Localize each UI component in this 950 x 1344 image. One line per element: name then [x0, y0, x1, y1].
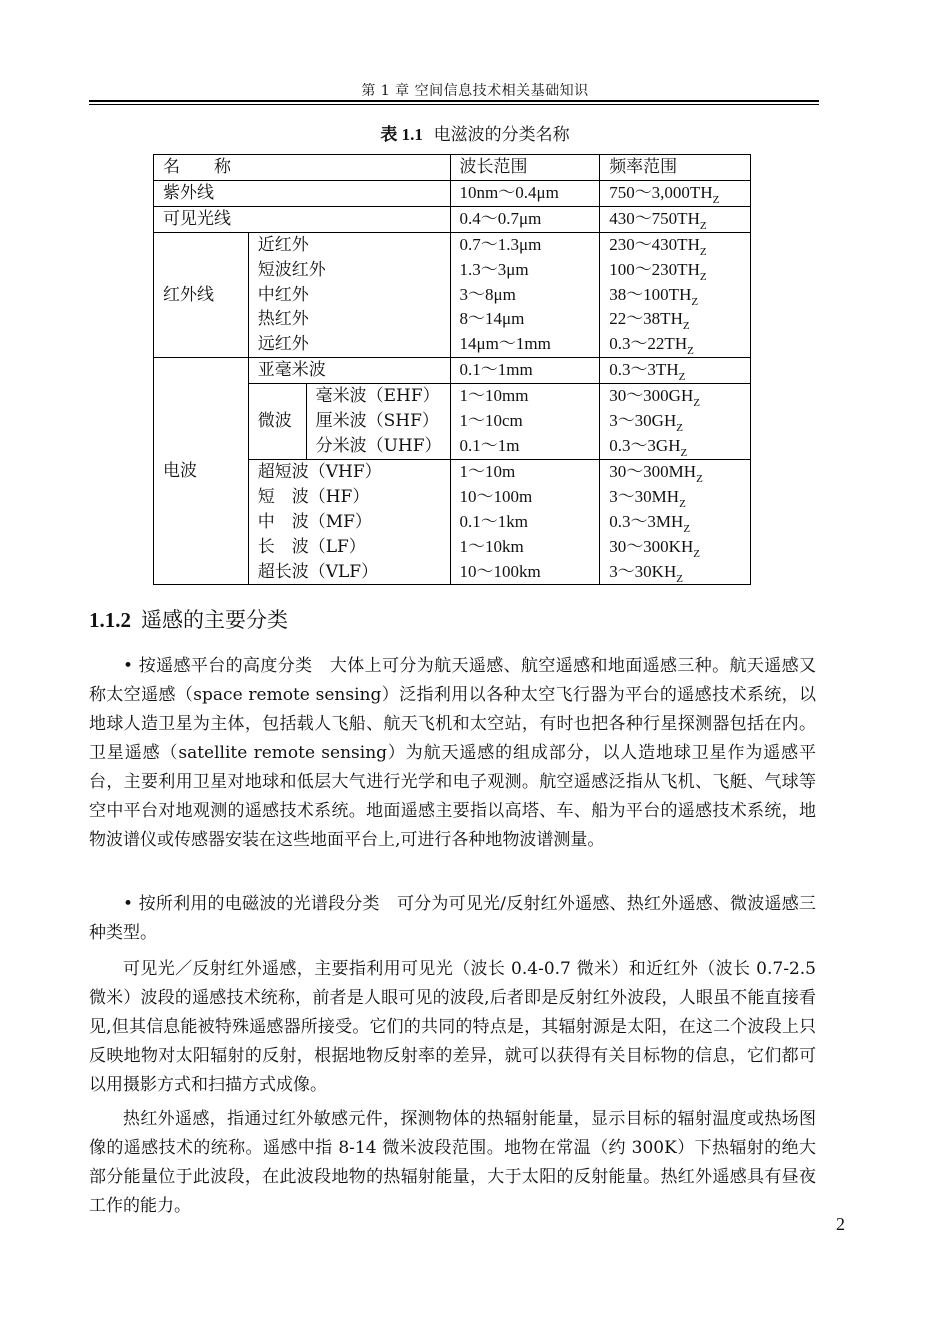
sub-name: 远红外	[257, 334, 309, 355]
freq-value: 30～300MH	[609, 461, 697, 481]
group-microwave: 微波	[248, 384, 306, 460]
freq-subscript: Z	[691, 295, 699, 308]
wave-value: 10～100m	[459, 486, 533, 506]
header-rule-thin	[89, 104, 819, 105]
sub-name: 超短波（VHF）	[257, 461, 382, 482]
table-row	[154, 232, 751, 358]
freq-value: 750～3,000TH	[609, 182, 713, 202]
row-frequency	[600, 206, 751, 232]
row-wavelength	[450, 232, 600, 358]
paragraph-text: 可见光／反射红外遥感，主要指利用可见光（波长 0.4-0.7 微米）和近红外（波长 0.7-2.5 微米）波段的遥感技术统称，前者是人眼可见的波段,后者即是反射红外波段，人眼虽不能直接看见,但其信息能被特殊遥感器所接受。它们的共同的特点是，其辐射源是太阳，在这二个波段上只反映地物对太阳辐射的反射，根据地物反射率的差异，就可以获得有关目标物的信息，它们都可以用摄影方式和扫描方式成像。	[89, 959, 816, 1095]
section-number: 1.1.2	[89, 608, 131, 632]
freq-line	[609, 258, 750, 283]
freq-line	[609, 233, 750, 258]
sub-name: 近红外	[257, 234, 309, 255]
freq-value: 0.3～22TH	[609, 334, 688, 354]
paragraph-text: • 按所利用的电磁波的光谱段分类 可分为可见光/反射红外遥感、热红外遥感、微波遥感三种类型。	[89, 894, 816, 943]
section-title: 遥感的主要分类	[141, 608, 288, 632]
freq-line	[609, 283, 750, 308]
row-frequency	[600, 384, 751, 460]
sub-name: 短波红外	[257, 259, 326, 280]
freq-value: 0.3～3TH	[609, 360, 679, 380]
freq-line	[609, 460, 750, 485]
table-caption	[0, 120, 950, 145]
row-wavelength	[450, 384, 600, 460]
wave-value: 14μm～1mm	[459, 334, 551, 354]
sub-name: 毫米波（EHF）	[315, 386, 440, 407]
row-name: 紫外线	[154, 180, 451, 206]
freq-value: 3～30GH	[609, 411, 677, 431]
row-wavelength	[450, 459, 600, 585]
table-header-row	[154, 155, 751, 181]
freq-subscript: Z	[683, 522, 691, 535]
row-name	[248, 232, 450, 358]
freq-line	[609, 332, 750, 357]
freq-value: 30～300KH	[609, 536, 694, 556]
freq-subscript: Z	[680, 446, 688, 459]
header-name: 名 称	[154, 155, 451, 181]
wave-value: 3～8μm	[459, 284, 516, 304]
freq-value: 0.3～3GH	[609, 435, 681, 455]
wave-value: 1～10m	[459, 461, 516, 481]
freq-subscript: Z	[676, 422, 683, 435]
header-wavelength: 波长范围	[450, 155, 600, 181]
row-name	[248, 459, 450, 585]
freq-line	[609, 409, 750, 434]
wave-value: 1～10km	[459, 536, 524, 556]
freq-subscript: Z	[712, 193, 720, 206]
freq-line	[609, 535, 750, 560]
table-caption-text: 电滋波的分类名称	[433, 125, 570, 145]
freq-value: 30～300GH	[609, 386, 694, 406]
sub-name: 中红外	[257, 284, 309, 305]
wave-value: 1.3～3μm	[459, 259, 529, 279]
table-row	[154, 358, 751, 384]
row-wavelength: 10nm～0.4μm	[450, 180, 600, 206]
row-frequency	[600, 459, 751, 585]
freq-subscript: Z	[687, 345, 694, 358]
freq-subscript: Z	[679, 497, 686, 510]
body-paragraph	[89, 1105, 816, 1221]
body-paragraph	[89, 890, 816, 948]
table-caption-number: 表 1.1	[380, 125, 423, 144]
freq-value: 0.3～3MH	[609, 511, 684, 531]
header-frequency: 频率范围	[600, 155, 751, 181]
sub-name: 长 波（LF）	[257, 536, 366, 557]
body-paragraph	[89, 955, 816, 1100]
freq-line	[609, 307, 750, 332]
freq-line	[609, 510, 750, 535]
sub-name: 热红外	[257, 309, 309, 330]
section-heading	[89, 604, 288, 634]
freq-subscript: Z	[699, 245, 707, 258]
freq-subscript: Z	[699, 219, 707, 232]
row-name	[306, 384, 450, 460]
freq-value: 38～100TH	[609, 284, 692, 304]
row-frequency	[600, 358, 751, 384]
freq-value: 3～30KH	[609, 561, 677, 581]
row-frequency	[600, 180, 751, 206]
freq-line	[609, 384, 750, 409]
freq-subscript: Z	[696, 472, 703, 485]
row-wavelength: 0.1～1mm	[450, 358, 600, 384]
row-name: 可见光线	[154, 206, 451, 232]
wave-value: 0.7～1.3μm	[459, 234, 542, 254]
freq-value: 3～30MH	[609, 486, 680, 506]
freq-value: 22～38TH	[609, 309, 683, 329]
wave-value: 1～10mm	[459, 386, 529, 406]
paragraph-text: 热红外遥感，指通过红外敏感元件，探测物体的热辐射能量，显示目标的辐射温度或热场图像的遥感技术的统称。遥感中指 8-14 微米波段范围。地物在常温（约 300K）下热辐射的绝大部分能量位于此波段，在此波段地物的热辐射能量，大于太阳的反射能量。热红外遥感具有昼夜工作的能力。	[89, 1109, 816, 1216]
freq-value: 430～750TH	[609, 208, 700, 228]
freq-subscript: Z	[693, 397, 700, 410]
row-frequency	[600, 232, 751, 358]
freq-subscript: Z	[699, 270, 707, 283]
sub-name: 中 波（MF）	[257, 511, 372, 532]
page-number: 2	[836, 1214, 845, 1234]
wave-value: 0.1～1km	[459, 511, 528, 531]
freq-value: 230～430TH	[609, 234, 700, 254]
header-rule	[89, 100, 819, 102]
wave-value: 8～14μm	[459, 309, 525, 329]
freq-subscript: Z	[682, 320, 690, 333]
row-wavelength: 0.4～0.7μm	[450, 206, 600, 232]
sub-name: 短 波（HF）	[257, 486, 370, 507]
table-row	[154, 180, 751, 206]
freq-subscript: Z	[693, 547, 700, 560]
em-wave-table	[153, 154, 751, 585]
sub-name: 超长波（VLF）	[257, 561, 379, 582]
freq-line	[609, 560, 750, 585]
body-paragraph	[89, 652, 816, 855]
group-radio: 电波	[154, 358, 249, 585]
sub-name: 厘米波（SHF）	[315, 411, 439, 432]
row-name: 亚毫米波	[248, 358, 450, 384]
freq-subscript: Z	[678, 371, 686, 384]
freq-line	[609, 485, 750, 510]
wave-value: 0.1～1m	[459, 435, 520, 455]
wave-value: 1～10cm	[459, 411, 523, 431]
group-infrared: 红外线	[154, 232, 249, 358]
freq-subscript: Z	[676, 572, 683, 585]
wave-value: 10～100km	[459, 561, 541, 581]
freq-line	[609, 434, 750, 459]
running-header: 第 1 章 空间信息技术相关基础知识	[361, 83, 589, 99]
sub-name: 分米波（UHF）	[315, 435, 442, 456]
paragraph-text: • 按遥感平台的高度分类 大体上可分为航天遥感、航空遥感和地面遥感三种。航天遥感又称太空遥感（space remote sensing）泛指利用以各种太空飞行器为平台的遥感技术系统，以地球人造卫星为主体，包括载人飞船、航天飞机和太空站，有时也把各种行星探测器包括在内。卫星遥感（satellite remote sensing）为航天遥感的组成部分，以人造地球卫星作为遥感平台，主要利用卫星对地球和低层大气进行光学和电子观测。航空遥感泛指从飞机、飞艇、气球等空中平台对地观测的遥感技术系统。地面遥感主要指以高塔、车、船为平台的遥感技术系统，地物波谱仪或传感器安装在这些地面平台上,可进行各种地物波谱测量。	[89, 656, 816, 850]
freq-value: 100～230TH	[609, 259, 700, 279]
table-row	[154, 206, 751, 232]
